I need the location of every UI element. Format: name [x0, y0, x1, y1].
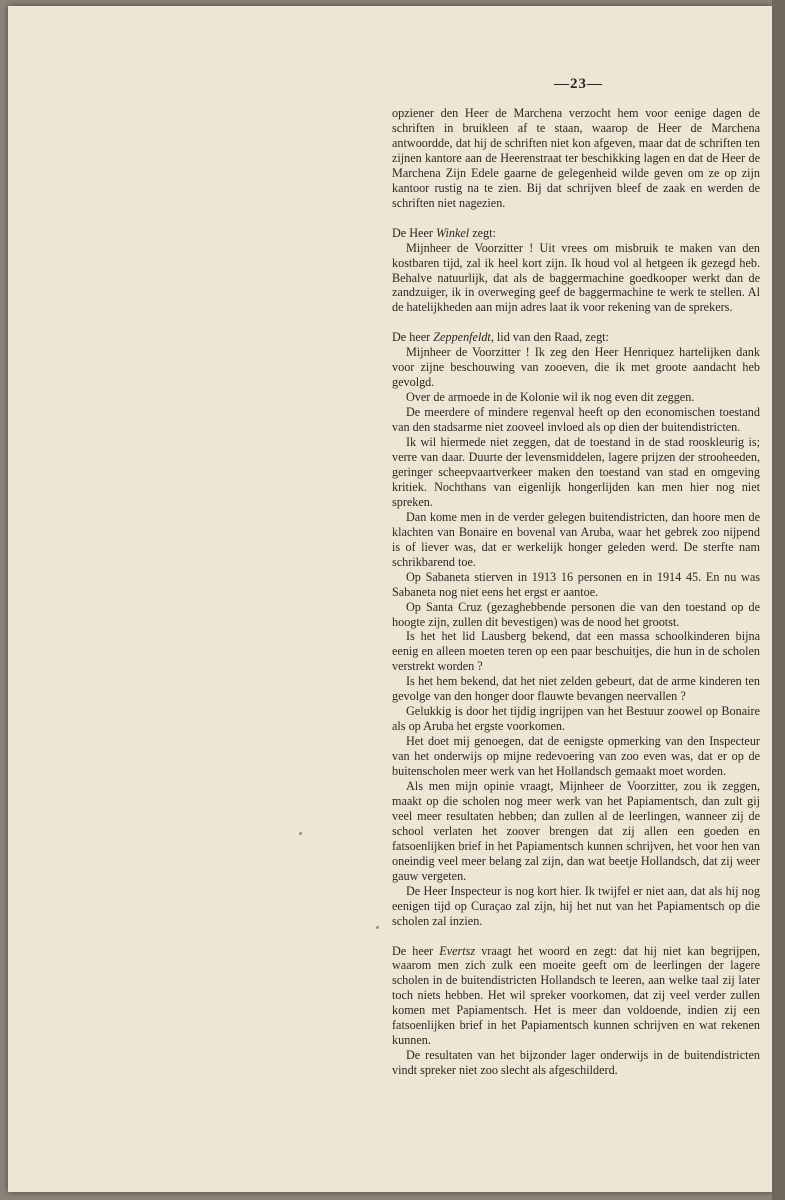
paragraph: Ik wil hiermede niet zeggen, dat de toestand in de stad rooskleurig is; verre van daar. Duurte der levensmiddelen, lagere prijzen der strooheeden, geringer scheepvaartverkeer maken den toestand van stad en omgeving kritiek. Nochthans van eigenlijk hongerlijden kan men hier nog niet spreken. — [392, 435, 760, 509]
speaker-intro: De heer Evertsz vraagt het woord en zegt: dat hij niet kan begrijpen, waarom men zich zulk een moeite geeft om de leerlingen der lagere scholen in de buitendistricten Hollandsch te leeren, aan welke taal zij later toch niets hebben. Het wil spreker voorkomen, dat zij veel verder zullen komen met Papiamentsch. Het is meer dan voldoende, indien zij een fatsoenlijken brief in het Papiamentsch kunnen schrijven en wat rekenen kunnen. — [392, 943, 760, 1048]
paragraph: Gelukkig is door het tijdig ingrijpen van het Bestuur zoowel op Bonaire als op Aruba het ergste voorkomen. — [392, 704, 760, 734]
paragraph: Is het het lid Lausberg bekend, dat een massa schoolkinderen bijna eenig en alleen moeten teren op een paar beschuitjes, die hun in de scholen verstrekt worden ? — [392, 629, 760, 674]
paragraph: Over de armoede in de Kolonie wil ik nog even dit zeggen. — [406, 390, 695, 405]
scan-edge — [772, 0, 785, 1200]
paragraph: Op Santa Cruz (gezaghebbende personen die van den toestand op de hoogte zijn, zullen dit bevestigen) was de nood het grootst. — [392, 599, 760, 629]
paragraph: Als men mijn opinie vraagt, Mijnheer de Voorzitter, zou ik zeggen, maakt op die scholen nog meer werk van het Papiamentsch, dan zult gij veel meer resultaten hebben; dan zullen al de leerlingen, wanneer zij de school verlaten het zoover brengen dat zij allen een goeden en fatsoenlijken brief in het Papiamentsch kunnen schrijven, het voor hen van oneindig veel meer belang zal zijn, dan wat beetje Hollandsch, dat zij weer gauw vergeten. — [392, 778, 760, 883]
speaker-name: Winkel — [435, 225, 470, 240]
speaker-name: Evertsz — [439, 943, 476, 958]
page-number: —23— — [554, 76, 603, 92]
speaker-intro: De heer Zeppenfeldt, lid van den Raad, zegt: — [392, 330, 609, 345]
paragraph: opziener den Heer de Marchena verzocht hem voor eenige dagen de schriften in bruikleen af te staan, waarop de Heer de Marchena antwoordde, dat hij de schriften niet kon afgeven, maar dat de schriften ten zijnen kantore aan de Heerenstraat ter beschikking lagen en dat de Heer de Marchena Zijn Edele gaarne de gelegenheid wilde geven om ze op zijn kantoor rustig na te zien. Bij dat schrijven bleef de zaak en werden de schriften niet nagezien. — [392, 106, 760, 210]
paragraph-gap — [392, 929, 760, 944]
paragraph: Dan kome men in de verder gelegen buitendistricten, dan hoore men de klachten van Bonaire en bovenal van Aruba, waar het gebrek zoo nijpend is of liever was, dat er werkelijk honger geleden werd. De sterfte nam schrikbarend toe. — [392, 509, 760, 569]
paragraph-gap — [392, 315, 760, 330]
text-column — [392, 106, 760, 1078]
paragraph-gap — [392, 211, 760, 226]
paragraph: De resultaten van het bijzonder lager onderwijs in de buitendistricten vindt spreker niet zoo slecht als afgeschilderd. — [392, 1048, 760, 1078]
paper-speck — [299, 832, 302, 835]
speaker-intro: De Heer Winkel zegt: — [392, 225, 496, 240]
paragraph: Is het hem bekend, dat het niet zelden gebeurt, dat de arme kinderen ten gevolge van den honger door flauwte bevangen neervallen ? — [392, 674, 760, 704]
paragraph: Op Sabaneta stierven in 1913 16 personen en in 1914 45. En nu was Sabaneta nog niet eens het ergst er aantoe. — [392, 569, 760, 599]
paper-speck — [376, 926, 379, 929]
paragraph: Mijnheer de Voorzitter ! Ik zeg den Heer Henriquez hartelijken dank voor zijne beschouwing van zooeven, die ik met groote aandacht heb gevolgd. — [392, 345, 760, 390]
paragraph: Mijnheer de Voorzitter ! Uit vrees om misbruik te maken van den kostbaren tijd, zal ik heel kort zijn. Ik houd vol al hetgeen ik gezegd heb. Behalve natuurlijk, dat als de baggermachine goedkooper werkt dan de zandzuiger, ik in overweging geef de baggermachine te werk te stellen. Al de hatelijkheden aan mijn adres laat ik voor rekening van de sprekers. — [392, 240, 760, 315]
paragraph: De Heer Inspecteur is nog kort hier. Ik twijfel er niet aan, dat als hij nog eenigen tijd op Curaçao zal zijn, hij het nut van het Papiamentsch op die scholen zal inzien. — [392, 883, 760, 928]
speaker-name: Zeppenfeldt, — [433, 330, 494, 345]
paragraph: De meerdere of mindere regenval heeft op den economischen toestand van den stadsarme niet zooveel invloed als op dien der buitendistricten. — [392, 405, 760, 435]
document-page — [8, 6, 772, 1192]
paragraph: Het doet mij genoegen, dat de eenigste opmerking van den Inspecteur van het onderwijs op mijne redevoering van zoo even was, dat er op de buitenscholen meer werk van het Hollandsch gemaakt moet worden. — [392, 734, 760, 779]
